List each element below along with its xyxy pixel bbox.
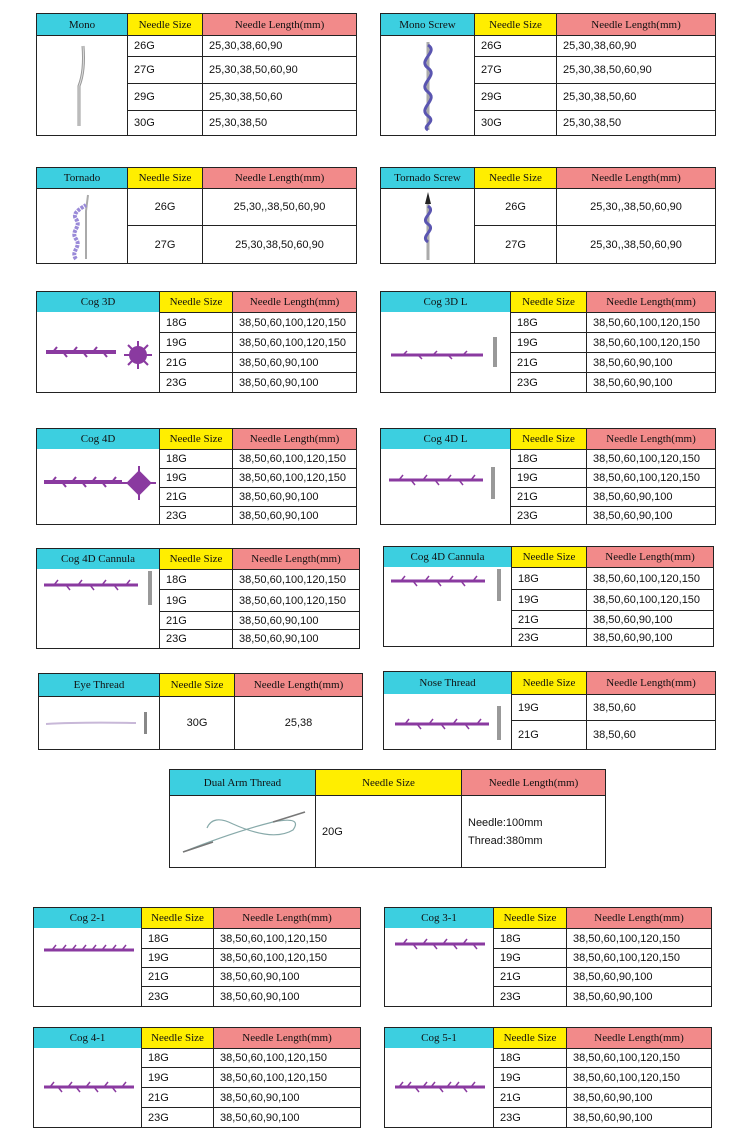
needle-length-header: Needle Length(mm) (232, 549, 359, 569)
needle-length: 38,50,60,90,100 (586, 610, 713, 628)
needle-length: 38,50,60,90,100 (232, 352, 356, 372)
needle-length: 38,50,60,90,100 (213, 1087, 360, 1107)
needle-size: 23G (511, 628, 586, 646)
needle-size: 21G (159, 611, 232, 629)
needle-size-header: Needle Size (493, 1028, 566, 1048)
product-table-cog-5-1 (384, 1027, 712, 1128)
product-table-cog-4d-l (380, 428, 716, 525)
needle-length: 38,50,60,90,100 (586, 628, 713, 646)
needle-length: 38,50,60,100,120,150 (232, 569, 359, 589)
needle-size: 26G (474, 35, 556, 56)
product-table-cog-3-1 (384, 907, 712, 1007)
needle-length: 38,50,60,90,100 (232, 629, 359, 648)
needle-length: 25,30,38,50,60,90 (556, 56, 715, 83)
needle-size-header: Needle Size (159, 674, 234, 696)
needle-length: 38,50,60,90,100 (232, 611, 359, 629)
needle-size: 19G (141, 1067, 213, 1087)
needle-size: 19G (511, 694, 586, 720)
needle-length-header: Needle Length(mm) (213, 908, 360, 928)
needle-length: 38,50,60,100,120,150 (213, 1067, 360, 1087)
needle-size: 30G (474, 110, 556, 135)
needle-size: 27G (474, 56, 556, 83)
needle-size: 19G (159, 468, 232, 487)
needle-size: 21G (141, 1087, 213, 1107)
needle-length: 25,30,38,50,60,90 (202, 225, 356, 263)
product-name: Cog 4D Cannula (37, 549, 159, 569)
needle-length: 38,50,60 (586, 720, 715, 749)
needle-size-header: Needle Size (511, 547, 586, 567)
needle-size: 30G (159, 696, 234, 749)
cog-4-1-thread-image (34, 1048, 141, 1127)
needle-length-header: Needle Length(mm) (461, 770, 605, 795)
product-table-tornado-screw (380, 167, 716, 264)
needle-size-header: Needle Size (159, 549, 232, 569)
needle-size: 26G (127, 188, 202, 225)
needle-length-header: Needle Length(mm) (202, 14, 356, 35)
nose-thread-image (384, 694, 511, 749)
needle-length-header: Needle Length(mm) (586, 547, 713, 567)
needle-size: 18G (493, 928, 566, 948)
dual-arm-thread-image (170, 795, 315, 867)
needle-size-header: Needle Size (159, 292, 232, 312)
needle-size: 23G (493, 986, 566, 1006)
needle-length: 25,30,38,60,90 (556, 35, 715, 56)
product-name: Cog 4D L (381, 429, 510, 449)
product-table-mono-screw (380, 13, 716, 136)
needle-length: 38,50,60,100,120,150 (232, 332, 356, 352)
needle-size: 26G (474, 188, 556, 225)
cog-4d-cannula-thread-image (384, 567, 511, 646)
needle-size-header: Needle Size (315, 770, 461, 795)
needle-length: 25,30,38,50 (202, 110, 356, 135)
needle-size: 19G (493, 1067, 566, 1087)
needle-length: 38,50,60,90,100 (586, 506, 715, 524)
product-name: Tornado Screw (381, 168, 474, 188)
needle-size: 29G (127, 83, 202, 110)
needle-length: 38,50,60,90,100 (586, 487, 715, 506)
product-table-cog-4d-cannula-left (36, 548, 360, 649)
product-table-cog-4d (36, 428, 357, 525)
needle-size-header: Needle Size (141, 1028, 213, 1048)
product-name: Cog 4D (37, 429, 159, 449)
product-name: Cog 3-1 (385, 908, 493, 928)
needle-size: 18G (510, 312, 586, 332)
needle-size: 21G (493, 967, 566, 986)
needle-size: 19G (511, 589, 586, 610)
needle-length-header: Needle Length(mm) (566, 908, 711, 928)
needle-size: 21G (510, 352, 586, 372)
needle-length: 38,50,60,90,100 (566, 986, 711, 1006)
needle-size-header: Needle Size (511, 672, 586, 694)
needle-length: 38,50,60,90,100 (232, 372, 356, 392)
needle-length: 38,50,60 (586, 694, 715, 720)
mono-screw-thread-image (381, 35, 474, 135)
needle-size: 19G (159, 589, 232, 611)
needle-size-header: Needle Size (127, 168, 202, 188)
needle-length: 38,50,60,100,120,150 (586, 312, 715, 332)
product-name: Eye Thread (39, 674, 159, 696)
needle-size: 27G (127, 56, 202, 83)
needle-length: 25,38 (234, 696, 362, 749)
needle-size: 23G (159, 372, 232, 392)
thread-length: Thread:380mm (468, 834, 543, 847)
cog-5-1-thread-image (385, 1048, 493, 1127)
product-table-nose-thread (383, 671, 716, 750)
needle-length: 38,50,60,90,100 (213, 1107, 360, 1127)
needle-size: 18G (510, 449, 586, 468)
cog-3d-thread-image (37, 312, 159, 392)
product-table-cog-2-1 (33, 907, 361, 1007)
needle-length: 25,30,,38,50,60,90 (556, 188, 715, 225)
cog-4d-cannula-thread-image (37, 569, 159, 648)
needle-size: 21G (511, 610, 586, 628)
mono-thread-image (37, 35, 127, 135)
needle-size-header: Needle Size (141, 908, 213, 928)
needle-size: 21G (141, 967, 213, 986)
needle-size: 23G (159, 629, 232, 648)
needle-size: 23G (510, 372, 586, 392)
needle-size: 21G (159, 487, 232, 506)
needle-size: 23G (493, 1107, 566, 1127)
needle-length-cell (461, 795, 605, 867)
needle-size: 19G (510, 468, 586, 487)
needle-length: 38,50,60,100,120,150 (232, 589, 359, 611)
needle-length: 38,50,60,100,120,150 (566, 1048, 711, 1067)
needle-length: 38,50,60,100,120,150 (213, 928, 360, 948)
needle-length: 38,50,60,90,100 (566, 967, 711, 986)
cog-4d-l-thread-image (381, 449, 510, 524)
needle-length: 25,30,38,50 (556, 110, 715, 135)
product-name: Mono Screw (381, 14, 474, 35)
needle-size: 18G (159, 312, 232, 332)
needle-length: 25,30,38,50,60 (202, 83, 356, 110)
needle-size-header: Needle Size (474, 14, 556, 35)
needle-length: 38,50,60,90,100 (232, 506, 356, 524)
needle-length: 38,50,60,100,120,150 (566, 948, 711, 967)
product-name: Cog 3D (37, 292, 159, 312)
needle-size-header: Needle Size (493, 908, 566, 928)
needle-size: 18G (141, 928, 213, 948)
needle-length-header: Needle Length(mm) (556, 168, 715, 188)
needle-length: 38,50,60,90,100 (232, 487, 356, 506)
product-name: Tornado (37, 168, 127, 188)
needle-size: 18G (159, 569, 232, 589)
needle-length: 38,50,60,90,100 (213, 986, 360, 1006)
needle-size: 21G (493, 1087, 566, 1107)
product-table-dual-arm-thread (169, 769, 606, 868)
cog-4d-thread-image (37, 449, 159, 524)
tornado-screw-thread-image (381, 188, 474, 263)
needle-length: 25,30,38,60,90 (202, 35, 356, 56)
needle-length: 38,50,60,90,100 (566, 1087, 711, 1107)
product-table-cog-4-1 (33, 1027, 361, 1128)
needle-size: 27G (474, 225, 556, 263)
needle-size: 19G (510, 332, 586, 352)
needle-size-header: Needle Size (510, 429, 586, 449)
cog-2-1-thread-image (34, 928, 141, 1006)
needle-size: 29G (474, 83, 556, 110)
needle-length-header: Needle Length(mm) (586, 292, 715, 312)
needle-size: 18G (511, 567, 586, 589)
needle-length: 38,50,60,90,100 (213, 967, 360, 986)
needle-size: 23G (159, 506, 232, 524)
product-name: Cog 5-1 (385, 1028, 493, 1048)
product-name: Cog 3D L (381, 292, 510, 312)
product-table-mono (36, 13, 357, 136)
cog-3d-l-thread-image (381, 312, 510, 392)
product-table-cog-3d (36, 291, 357, 393)
needle-size-header: Needle Size (127, 14, 202, 35)
needle-length: 25,30,,38,50,60,90 (556, 225, 715, 263)
needle-length-header: Needle Length(mm) (232, 292, 356, 312)
needle-size: 30G (127, 110, 202, 135)
needle-length-header: Needle Length(mm) (213, 1028, 360, 1048)
needle-size-header: Needle Size (474, 168, 556, 188)
needle-length: 38,50,60,100,120,150 (586, 589, 713, 610)
product-name: Cog 4-1 (34, 1028, 141, 1048)
needle-length: 38,50,60,100,120,150 (586, 332, 715, 352)
needle-length-header: Needle Length(mm) (586, 429, 715, 449)
eye-thread-image (39, 696, 159, 749)
needle-length-header: Needle Length(mm) (202, 168, 356, 188)
needle-size-header: Needle Size (159, 429, 232, 449)
needle-length: 38,50,60,100,120,150 (586, 449, 715, 468)
product-table-tornado (36, 167, 357, 264)
needle-length: 38,50,60,100,120,150 (566, 1067, 711, 1087)
product-name: Cog 2-1 (34, 908, 141, 928)
needle-size: 27G (127, 225, 202, 263)
needle-size: 23G (510, 506, 586, 524)
needle-length: 25,30,38,50,60 (556, 83, 715, 110)
needle-length: 38,50,60,100,120,150 (213, 1048, 360, 1067)
needle-size: 26G (127, 35, 202, 56)
needle-length-header: Needle Length(mm) (234, 674, 362, 696)
product-name: Dual Arm Thread (170, 770, 315, 795)
product-name: Mono (37, 14, 127, 35)
cog-3-1-thread-image (385, 928, 493, 1006)
needle-size: 21G (159, 352, 232, 372)
product-name: Cog 4D Cannula (384, 547, 511, 567)
needle-length: 38,50,60,100,120,150 (232, 468, 356, 487)
needle-length-header: Needle Length(mm) (566, 1028, 711, 1048)
needle-size: 23G (141, 986, 213, 1006)
needle-size: 21G (511, 720, 586, 749)
needle-length: 38,50,60,90,100 (586, 352, 715, 372)
needle-length: 38,50,60,90,100 (586, 372, 715, 392)
product-table-eye-thread (38, 673, 363, 750)
needle-length: 38,50,60,100,120,150 (586, 567, 713, 589)
needle-length: 38,50,60,100,120,150 (586, 468, 715, 487)
needle-size: 20G (315, 795, 461, 867)
needle-size: 18G (141, 1048, 213, 1067)
needle-length: 38,50,60,100,120,150 (232, 312, 356, 332)
needle-size: 19G (493, 948, 566, 967)
needle-length: 38,50,60,90,100 (566, 1107, 711, 1127)
needle-size-header: Needle Size (510, 292, 586, 312)
tornado-thread-image (37, 188, 127, 263)
product-table-cog-4d-cannula-right (383, 546, 714, 647)
needle-size: 21G (510, 487, 586, 506)
needle-length: 38,50,60,100,120,150 (232, 449, 356, 468)
needle-size: 18G (159, 449, 232, 468)
needle-size: 19G (141, 948, 213, 967)
needle-size: 18G (493, 1048, 566, 1067)
needle-length-header: Needle Length(mm) (556, 14, 715, 35)
needle-size: 23G (141, 1107, 213, 1127)
needle-length: 38,50,60,100,120,150 (213, 948, 360, 967)
needle-length-header: Needle Length(mm) (586, 672, 715, 694)
needle-length: 38,50,60,100,120,150 (566, 928, 711, 948)
needle-length: 25,30,38,50,60,90 (202, 56, 356, 83)
product-name: Nose Thread (384, 672, 511, 694)
needle-length-header: Needle Length(mm) (232, 429, 356, 449)
needle-size: 19G (159, 332, 232, 352)
product-table-cog-3d-l (380, 291, 716, 393)
needle-length: 25,30,,38,50,60,90 (202, 188, 356, 225)
needle-length: Needle:100mm (468, 816, 543, 829)
